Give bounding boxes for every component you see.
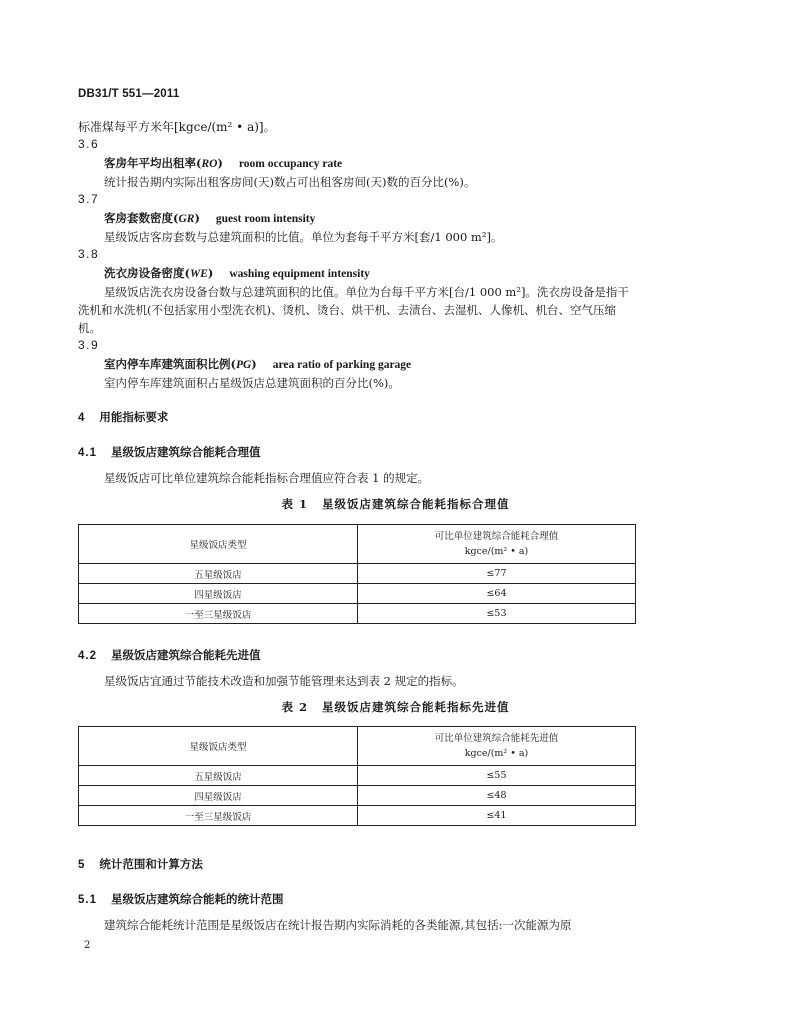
term-en: room occupancy rate bbox=[238, 158, 343, 170]
table-cell-type: 一至三星级饭店 bbox=[79, 604, 358, 624]
section-number: 5 bbox=[78, 859, 86, 871]
term-en: guest room intensity bbox=[215, 213, 316, 225]
term-zh: 室内停车库建筑面积比例 bbox=[104, 357, 231, 371]
term-heading: 客房套数密度(GR) guest room intensity bbox=[104, 211, 316, 225]
term-number: 3.6 bbox=[78, 137, 100, 151]
table-cell-type: 五星级饭店 bbox=[79, 564, 358, 584]
table-row bbox=[79, 564, 636, 584]
table-header-unit: kgce/(m² • a) bbox=[464, 748, 529, 759]
page-number: 2 bbox=[84, 940, 91, 951]
table-caption-number: 表 2 bbox=[281, 700, 308, 714]
term-definition: 室内停车库建筑面积占星级饭店总建筑面积的百分比(%)。 bbox=[104, 376, 400, 390]
table-row bbox=[79, 604, 636, 624]
term-number: 3.9 bbox=[78, 338, 100, 352]
subsection-heading bbox=[78, 647, 261, 663]
term-definition: 星级饭店洗衣房设备台数与总建筑面积的比值。单位为台每千平方米[台/1 000 m²]。洗衣房设备是指干洗机和水洗机(不包括家用小型洗衣机)、烫机、烫台、烘干机、去渍台、去湿机、人像机、机台、空气压缩机。 bbox=[78, 285, 629, 335]
table-cell-type: 四星级饭店 bbox=[79, 786, 358, 806]
term-heading: 室内停车库建筑面积比例(PG) area ratio of parking garage bbox=[104, 357, 412, 371]
paragraph: 星级饭店可比单位建筑综合能耗指标合理值应符合表 1 的规定。 bbox=[104, 471, 430, 485]
subsection-number: 4.1 bbox=[78, 447, 97, 459]
paragraph: 星级饭店宜通过节能技术改造和加强节能管理来达到表 2 规定的指标。 bbox=[104, 674, 464, 688]
table-cell-value: ≤48 bbox=[358, 786, 636, 806]
table-header-cell: 星级饭店类型 bbox=[79, 525, 358, 564]
table-header-unit: kgce/(m² • a) bbox=[464, 546, 529, 557]
table-caption bbox=[0, 699, 791, 715]
term-heading: 客房年平均出租率(RO) room occupancy rate bbox=[104, 156, 343, 170]
table-caption-title: 星级饭店建筑综合能耗指标合理值 bbox=[322, 497, 510, 511]
section-number: 4 bbox=[78, 412, 86, 424]
table-row bbox=[79, 786, 636, 806]
section-title: 统计范围和计算方法 bbox=[99, 857, 203, 871]
term-number: 3.8 bbox=[78, 247, 100, 261]
table-cell-value: ≤77 bbox=[358, 564, 636, 584]
term-zh: 客房套数密度 bbox=[104, 211, 173, 225]
table-caption-number: 表 1 bbox=[281, 497, 308, 511]
table-header-row bbox=[79, 727, 636, 766]
table-header-cell bbox=[358, 525, 636, 564]
subsection-heading bbox=[78, 891, 284, 907]
table-header-line: 可比单位建筑综合能耗合理值 bbox=[434, 531, 559, 542]
energy-table-reasonable bbox=[78, 524, 636, 624]
document-code: DB31/T 551—2011 bbox=[78, 88, 180, 100]
table-row bbox=[79, 806, 636, 826]
paragraph: 建筑综合能耗统计范围是星级饭店在统计报告期内实际消耗的各类能源,其包括:一次能源为原 bbox=[104, 918, 572, 932]
subsection-number: 4.2 bbox=[78, 650, 97, 662]
section-heading bbox=[78, 409, 168, 425]
term-number: 3.7 bbox=[78, 192, 100, 206]
term-en: washing equipment intensity bbox=[229, 268, 370, 280]
subsection-title: 星级饭店建筑综合能耗的统计范围 bbox=[111, 892, 284, 906]
section-heading bbox=[78, 856, 203, 872]
term-abbr: WE bbox=[189, 268, 208, 280]
term-heading: 洗衣房设备密度(WE) washing equipment intensity bbox=[104, 266, 370, 280]
table-cell-type: 五星级饭店 bbox=[79, 766, 358, 786]
subsection-title: 星级饭店建筑综合能耗合理值 bbox=[111, 445, 261, 459]
term-abbr: PG bbox=[235, 359, 252, 371]
table-cell-type: 四星级饭店 bbox=[79, 584, 358, 604]
table-header-cell: 星级饭店类型 bbox=[79, 727, 358, 766]
term-abbr: RO bbox=[201, 158, 218, 170]
term-zh: 洗衣房设备密度 bbox=[104, 266, 185, 280]
term-zh: 客房年平均出租率 bbox=[104, 156, 196, 170]
subsection-title: 星级饭店建筑综合能耗先进值 bbox=[111, 648, 261, 662]
section-title: 用能指标要求 bbox=[99, 410, 169, 424]
table-cell-type: 一至三星级饭店 bbox=[79, 806, 358, 826]
table-caption-title: 星级饭店建筑综合能耗指标先进值 bbox=[322, 700, 510, 714]
table-cell-value: ≤64 bbox=[358, 584, 636, 604]
table-row bbox=[79, 766, 636, 786]
subsection-number: 5.1 bbox=[78, 894, 97, 906]
table-caption bbox=[0, 496, 791, 512]
table-header-row bbox=[79, 525, 636, 564]
term-definition: 统计报告期内实际出租客房间(天)数占可出租客房间(天)数的百分比(%)。 bbox=[104, 175, 476, 189]
table-header-cell bbox=[358, 727, 636, 766]
subsection-heading bbox=[78, 444, 261, 460]
term-definition: 星级饭店客房套数与总建筑面积的比值。单位为套每千平方米[套/1 000 m²]。 bbox=[104, 230, 503, 244]
table-cell-value: ≤41 bbox=[358, 806, 636, 826]
table-header-line: 可比单位建筑综合能耗先进值 bbox=[434, 733, 559, 744]
lead-text: 标准煤每平方米年[kgce/(m² • a)]。 bbox=[78, 120, 276, 134]
table-cell-value: ≤53 bbox=[358, 604, 636, 624]
term-en: area ratio of parking garage bbox=[272, 359, 412, 371]
table-cell-value: ≤55 bbox=[358, 766, 636, 786]
energy-table-advanced bbox=[78, 726, 636, 826]
term-abbr: GR bbox=[178, 213, 195, 225]
table-row bbox=[79, 584, 636, 604]
